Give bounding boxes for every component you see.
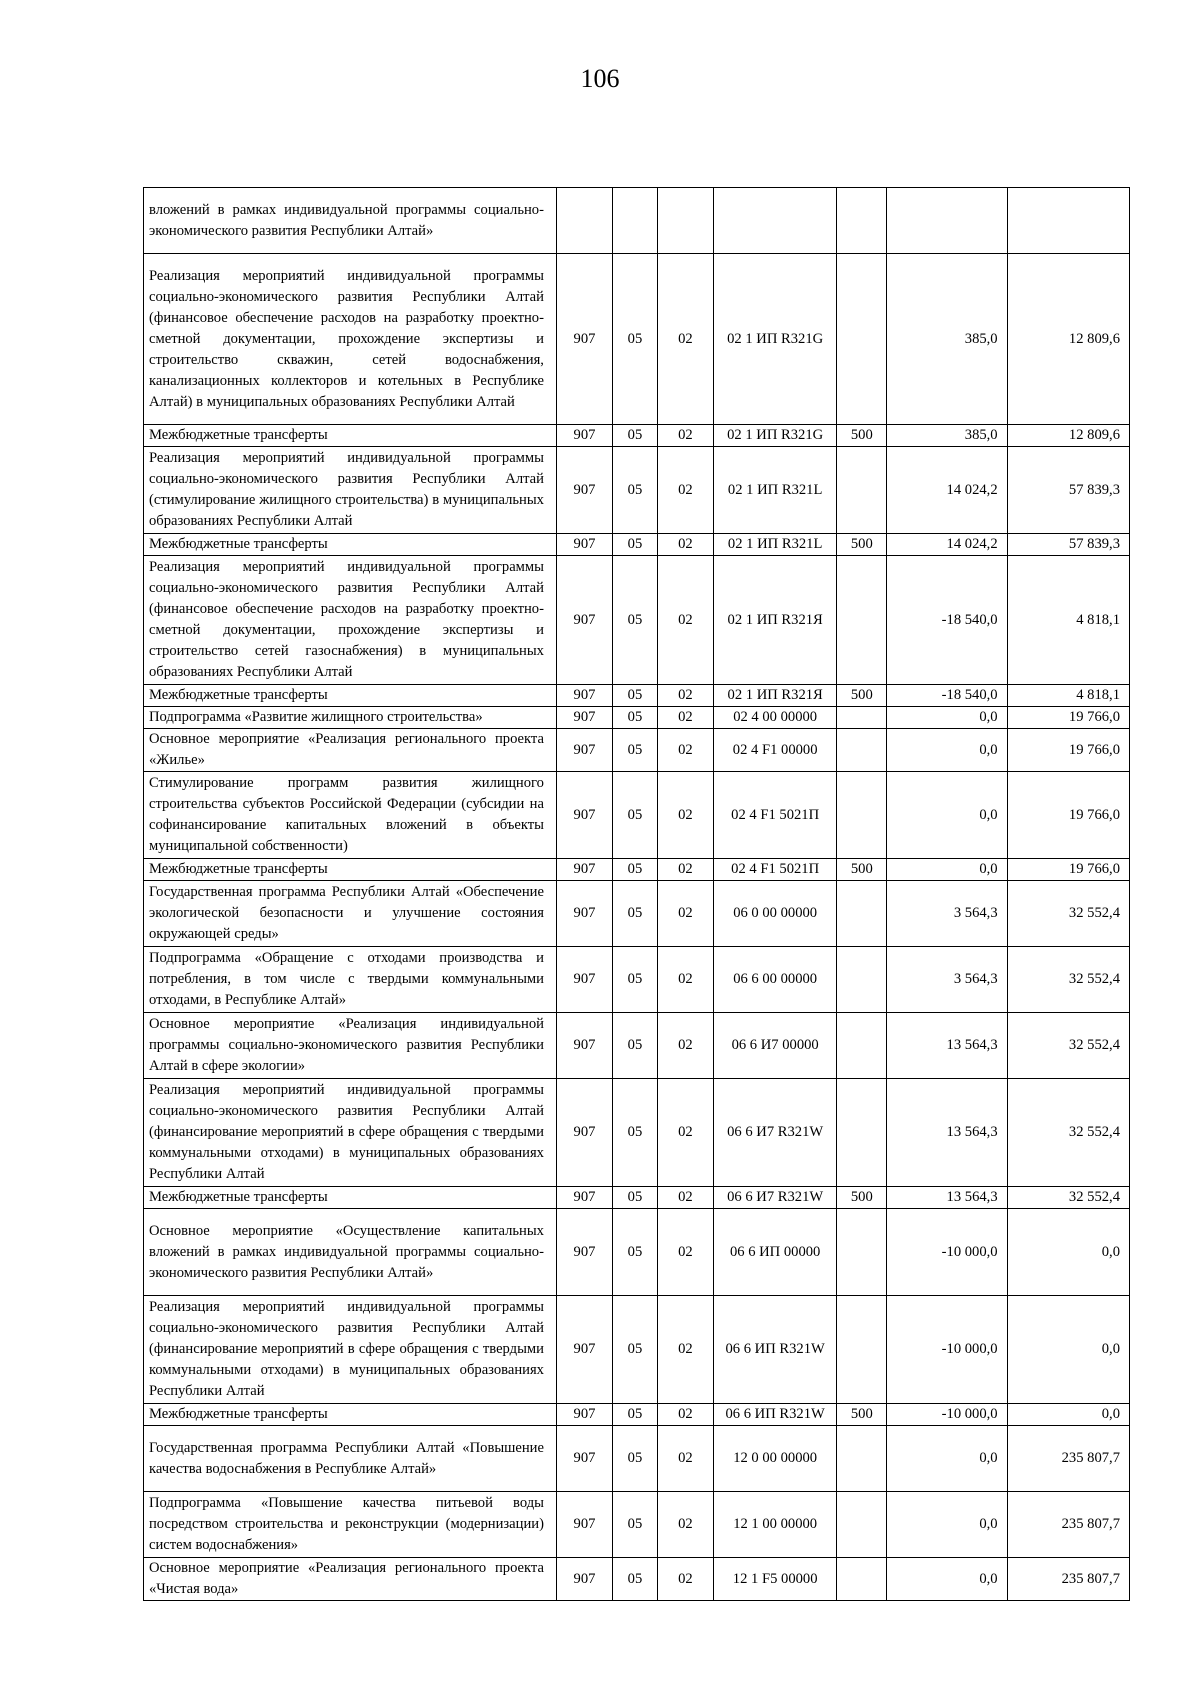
- expense-type-code-cell: [837, 556, 887, 685]
- expense-type-code-cell: [837, 188, 887, 254]
- table-row: [144, 1209, 1130, 1296]
- amount-change-cell: 0,0: [887, 1426, 1007, 1492]
- row-name-cell: Межбюджетные трансферты: [144, 685, 557, 707]
- table-row: [144, 425, 1130, 447]
- target-item-code-cell: 06 6 И7 00000: [713, 1013, 836, 1079]
- section-code-cell: 05: [613, 556, 658, 685]
- section-code-cell: 05: [613, 1079, 658, 1187]
- target-item-code-cell: 06 6 ИП 00000: [713, 1209, 836, 1296]
- amount-change-cell: -10 000,0: [887, 1404, 1007, 1426]
- amount-total-cell: 19 766,0: [1007, 859, 1129, 881]
- ved-code-cell: 907: [556, 1404, 612, 1426]
- expense-type-code-cell: [837, 254, 887, 425]
- expense-type-code-cell: [837, 1426, 887, 1492]
- subsection-code-cell: 02: [657, 1404, 713, 1426]
- row-name-cell: Реализация мероприятий индивидуальной программы социально-экономического развития Республики Алтай (финансовое обеспечение расходов на разработку проектно-сметной документации, прохождение экспертизы и строительство скважин, сетей водоснабжения, канализационных коллекторов и котельных в Республике Алтай) в муниципальных образованиях Республики Алтай: [144, 254, 557, 425]
- target-item-code-cell: 12 0 00 00000: [713, 1426, 836, 1492]
- ved-code-cell: 907: [556, 1558, 612, 1601]
- amount-change-cell: 0,0: [887, 859, 1007, 881]
- row-name-cell: Государственная программа Республики Алтай «Обеспечение экологической безопасности и улучшение состояния окружающей среды»: [144, 881, 557, 947]
- budget-table: [143, 187, 1130, 1601]
- amount-total-cell: 12 809,6: [1007, 254, 1129, 425]
- table-row: [144, 729, 1130, 772]
- target-item-code-cell: 02 1 ИП R321L: [713, 534, 836, 556]
- subsection-code-cell: 02: [657, 729, 713, 772]
- table-row: [144, 707, 1130, 729]
- section-code-cell: 05: [613, 1426, 658, 1492]
- amount-change-cell: 14 024,2: [887, 447, 1007, 534]
- target-item-code-cell: 06 6 И7 R321W: [713, 1079, 836, 1187]
- target-item-code-cell: 02 1 ИП R321G: [713, 425, 836, 447]
- ved-code-cell: 907: [556, 772, 612, 859]
- amount-change-cell: 0,0: [887, 1492, 1007, 1558]
- table-row: [144, 188, 1130, 254]
- amount-change-cell: 0,0: [887, 772, 1007, 859]
- amount-change-cell: -10 000,0: [887, 1209, 1007, 1296]
- amount-total-cell: 19 766,0: [1007, 729, 1129, 772]
- expense-type-code-cell: [837, 772, 887, 859]
- amount-total-cell: [1007, 188, 1129, 254]
- expense-type-code-cell: 500: [837, 1187, 887, 1209]
- subsection-code-cell: 02: [657, 707, 713, 729]
- target-item-code-cell: 06 6 ИП R321W: [713, 1404, 836, 1426]
- subsection-code-cell: 02: [657, 1209, 713, 1296]
- section-code-cell: [613, 188, 658, 254]
- expense-type-code-cell: 500: [837, 1404, 887, 1426]
- target-item-code-cell: 02 4 F1 5021П: [713, 859, 836, 881]
- table-row: [144, 447, 1130, 534]
- amount-change-cell: 13 564,3: [887, 1079, 1007, 1187]
- expense-type-code-cell: [837, 1209, 887, 1296]
- amount-change-cell: -18 540,0: [887, 556, 1007, 685]
- expense-type-code-cell: 500: [837, 685, 887, 707]
- row-name-cell: вложений в рамках индивидуальной программы социально-экономического развития Республики Алтай»: [144, 188, 557, 254]
- section-code-cell: 05: [613, 1209, 658, 1296]
- amount-change-cell: -18 540,0: [887, 685, 1007, 707]
- amount-change-cell: -10 000,0: [887, 1296, 1007, 1404]
- amount-change-cell: 0,0: [887, 707, 1007, 729]
- table-row: [144, 772, 1130, 859]
- section-code-cell: 05: [613, 1404, 658, 1426]
- table-row: [144, 1187, 1130, 1209]
- section-code-cell: 05: [613, 1492, 658, 1558]
- table-row: [144, 534, 1130, 556]
- ved-code-cell: 907: [556, 425, 612, 447]
- row-name-cell: Основное мероприятие «Осуществление капитальных вложений в рамках индивидуальной программы социально-экономического развития Республики Алтай»: [144, 1209, 557, 1296]
- table-row: [144, 685, 1130, 707]
- target-item-code-cell: 02 1 ИП R321Я: [713, 685, 836, 707]
- row-name-cell: Подпрограмма «Развитие жилищного строительства»: [144, 707, 557, 729]
- amount-total-cell: 32 552,4: [1007, 1079, 1129, 1187]
- target-item-code-cell: 02 1 ИП R321G: [713, 254, 836, 425]
- ved-code-cell: 907: [556, 556, 612, 685]
- section-code-cell: 05: [613, 1187, 658, 1209]
- target-item-code-cell: 12 1 00 00000: [713, 1492, 836, 1558]
- amount-total-cell: 235 807,7: [1007, 1558, 1129, 1601]
- target-item-code-cell: 02 4 00 00000: [713, 707, 836, 729]
- amount-total-cell: 32 552,4: [1007, 1187, 1129, 1209]
- row-name-cell: Реализация мероприятий индивидуальной программы социально-экономического развития Республики Алтай (стимулирование жилищного строительства) в муниципальных образованиях Республики Алтай: [144, 447, 557, 534]
- subsection-code-cell: 02: [657, 1187, 713, 1209]
- subsection-code-cell: 02: [657, 859, 713, 881]
- table-row: [144, 1492, 1130, 1558]
- table-row: [144, 1013, 1130, 1079]
- target-item-code-cell: 02 1 ИП R321L: [713, 447, 836, 534]
- subsection-code-cell: 02: [657, 447, 713, 534]
- amount-change-cell: 13 564,3: [887, 1013, 1007, 1079]
- expense-type-code-cell: 500: [837, 534, 887, 556]
- subsection-code-cell: 02: [657, 1492, 713, 1558]
- ved-code-cell: 907: [556, 859, 612, 881]
- expense-type-code-cell: [837, 1558, 887, 1601]
- amount-total-cell: 32 552,4: [1007, 947, 1129, 1013]
- row-name-cell: Основное мероприятие «Реализация индивидуальной программы социально-экономического развития Республики Алтай в сфере экологии»: [144, 1013, 557, 1079]
- subsection-code-cell: 02: [657, 556, 713, 685]
- table-row: [144, 859, 1130, 881]
- table-row: [144, 947, 1130, 1013]
- amount-total-cell: 0,0: [1007, 1209, 1129, 1296]
- amount-total-cell: 0,0: [1007, 1404, 1129, 1426]
- row-name-cell: Межбюджетные трансферты: [144, 859, 557, 881]
- row-name-cell: Межбюджетные трансферты: [144, 534, 557, 556]
- subsection-code-cell: 02: [657, 1296, 713, 1404]
- ved-code-cell: 907: [556, 1209, 612, 1296]
- table-row: [144, 881, 1130, 947]
- row-name-cell: Основное мероприятие «Реализация регионального проекта «Чистая вода»: [144, 1558, 557, 1601]
- section-code-cell: 05: [613, 534, 658, 556]
- ved-code-cell: 907: [556, 1187, 612, 1209]
- table-row: [144, 1426, 1130, 1492]
- section-code-cell: 05: [613, 1558, 658, 1601]
- subsection-code-cell: 02: [657, 425, 713, 447]
- subsection-code-cell: 02: [657, 1013, 713, 1079]
- row-name-cell: Межбюджетные трансферты: [144, 1187, 557, 1209]
- section-code-cell: 05: [613, 947, 658, 1013]
- row-name-cell: Стимулирование программ развития жилищного строительства субъектов Российской Федерации (субсидии на софинансирование капитальных вложений в объекты муниципальной собственности): [144, 772, 557, 859]
- table-row: [144, 1558, 1130, 1601]
- expense-type-code-cell: 500: [837, 859, 887, 881]
- ved-code-cell: 907: [556, 881, 612, 947]
- amount-change-cell: 3 564,3: [887, 881, 1007, 947]
- target-item-code-cell: 02 4 F1 5021П: [713, 772, 836, 859]
- target-item-code-cell: 02 1 ИП R321Я: [713, 556, 836, 685]
- row-name-cell: Реализация мероприятий индивидуальной программы социально-экономического развития Республики Алтай (финансирование мероприятий в сфере обращения с твердыми коммунальными отходами) в муниципальных образованиях Республики Алтай: [144, 1079, 557, 1187]
- target-item-code-cell: 02 4 F1 00000: [713, 729, 836, 772]
- row-name-cell: Подпрограмма «Обращение с отходами производства и потребления, в том числе с твердыми коммунальными отходами, в Республике Алтай»: [144, 947, 557, 1013]
- target-item-code-cell: [713, 188, 836, 254]
- table-row: [144, 1404, 1130, 1426]
- amount-change-cell: 13 564,3: [887, 1187, 1007, 1209]
- subsection-code-cell: 02: [657, 1426, 713, 1492]
- target-item-code-cell: 06 6 И7 R321W: [713, 1187, 836, 1209]
- amount-total-cell: 235 807,7: [1007, 1492, 1129, 1558]
- ved-code-cell: 907: [556, 1296, 612, 1404]
- ved-code-cell: 907: [556, 1426, 612, 1492]
- expense-type-code-cell: [837, 707, 887, 729]
- table-row: [144, 254, 1130, 425]
- subsection-code-cell: 02: [657, 254, 713, 425]
- expense-type-code-cell: [837, 881, 887, 947]
- row-name-cell: Государственная программа Республики Алтай «Повышение качества водоснабжения в Республике Алтай»: [144, 1426, 557, 1492]
- ved-code-cell: 907: [556, 1492, 612, 1558]
- expense-type-code-cell: [837, 1492, 887, 1558]
- section-code-cell: 05: [613, 707, 658, 729]
- amount-change-cell: 0,0: [887, 1558, 1007, 1601]
- subsection-code-cell: [657, 188, 713, 254]
- table-row: [144, 1079, 1130, 1187]
- row-name-cell: Межбюджетные трансферты: [144, 425, 557, 447]
- expense-type-code-cell: [837, 729, 887, 772]
- section-code-cell: 05: [613, 685, 658, 707]
- ved-code-cell: 907: [556, 707, 612, 729]
- expense-type-code-cell: [837, 1296, 887, 1404]
- amount-total-cell: 32 552,4: [1007, 881, 1129, 947]
- amount-total-cell: 19 766,0: [1007, 707, 1129, 729]
- expense-type-code-cell: 500: [837, 425, 887, 447]
- target-item-code-cell: 06 0 00 00000: [713, 881, 836, 947]
- subsection-code-cell: 02: [657, 772, 713, 859]
- subsection-code-cell: 02: [657, 534, 713, 556]
- ved-code-cell: 907: [556, 254, 612, 425]
- subsection-code-cell: 02: [657, 881, 713, 947]
- target-item-code-cell: 06 6 00 00000: [713, 947, 836, 1013]
- section-code-cell: 05: [613, 859, 658, 881]
- subsection-code-cell: 02: [657, 947, 713, 1013]
- amount-total-cell: 235 807,7: [1007, 1426, 1129, 1492]
- table-row: [144, 1296, 1130, 1404]
- section-code-cell: 05: [613, 425, 658, 447]
- amount-total-cell: 12 809,6: [1007, 425, 1129, 447]
- expense-type-code-cell: [837, 1079, 887, 1187]
- page-number: 106: [580, 64, 620, 93]
- ved-code-cell: 907: [556, 1079, 612, 1187]
- subsection-code-cell: 02: [657, 1558, 713, 1601]
- section-code-cell: 05: [613, 447, 658, 534]
- ved-code-cell: 907: [556, 447, 612, 534]
- amount-change-cell: [887, 188, 1007, 254]
- amount-total-cell: 4 818,1: [1007, 685, 1129, 707]
- target-item-code-cell: 06 6 ИП R321W: [713, 1296, 836, 1404]
- amount-total-cell: 4 818,1: [1007, 556, 1129, 685]
- amount-total-cell: 32 552,4: [1007, 1013, 1129, 1079]
- amount-change-cell: 14 024,2: [887, 534, 1007, 556]
- amount-total-cell: 57 839,3: [1007, 534, 1129, 556]
- amount-change-cell: 3 564,3: [887, 947, 1007, 1013]
- section-code-cell: 05: [613, 1296, 658, 1404]
- amount-change-cell: 0,0: [887, 729, 1007, 772]
- amount-change-cell: 385,0: [887, 254, 1007, 425]
- ved-code-cell: 907: [556, 685, 612, 707]
- ved-code-cell: [556, 188, 612, 254]
- amount-total-cell: 0,0: [1007, 1296, 1129, 1404]
- section-code-cell: 05: [613, 254, 658, 425]
- ved-code-cell: 907: [556, 1013, 612, 1079]
- subsection-code-cell: 02: [657, 1079, 713, 1187]
- row-name-cell: Межбюджетные трансферты: [144, 1404, 557, 1426]
- ved-code-cell: 907: [556, 947, 612, 1013]
- row-name-cell: Реализация мероприятий индивидуальной программы социально-экономического развития Республики Алтай (финансирование мероприятий в сфере обращения с твердыми коммунальными отходами) в муниципальных образованиях Республики Алтай: [144, 1296, 557, 1404]
- section-code-cell: 05: [613, 772, 658, 859]
- amount-total-cell: 57 839,3: [1007, 447, 1129, 534]
- row-name-cell: Реализация мероприятий индивидуальной программы социально-экономического развития Республики Алтай (финансовое обеспечение расходов на разработку проектно-сметной документации, прохождение экспертизы и строительство сетей газоснабжения) в муниципальных образованиях Республики Алтай: [144, 556, 557, 685]
- ved-code-cell: 907: [556, 729, 612, 772]
- row-name-cell: Основное мероприятие «Реализация регионального проекта «Жилье»: [144, 729, 557, 772]
- section-code-cell: 05: [613, 881, 658, 947]
- section-code-cell: 05: [613, 729, 658, 772]
- target-item-code-cell: 12 1 F5 00000: [713, 1558, 836, 1601]
- row-name-cell: Подпрограмма «Повышение качества питьевой воды посредством строительства и реконструкции (модернизации) систем водоснабжения»: [144, 1492, 557, 1558]
- subsection-code-cell: 02: [657, 685, 713, 707]
- table-row: [144, 556, 1130, 685]
- amount-change-cell: 385,0: [887, 425, 1007, 447]
- section-code-cell: 05: [613, 1013, 658, 1079]
- ved-code-cell: 907: [556, 534, 612, 556]
- expense-type-code-cell: [837, 947, 887, 1013]
- expense-type-code-cell: [837, 447, 887, 534]
- amount-total-cell: 19 766,0: [1007, 772, 1129, 859]
- expense-type-code-cell: [837, 1013, 887, 1079]
